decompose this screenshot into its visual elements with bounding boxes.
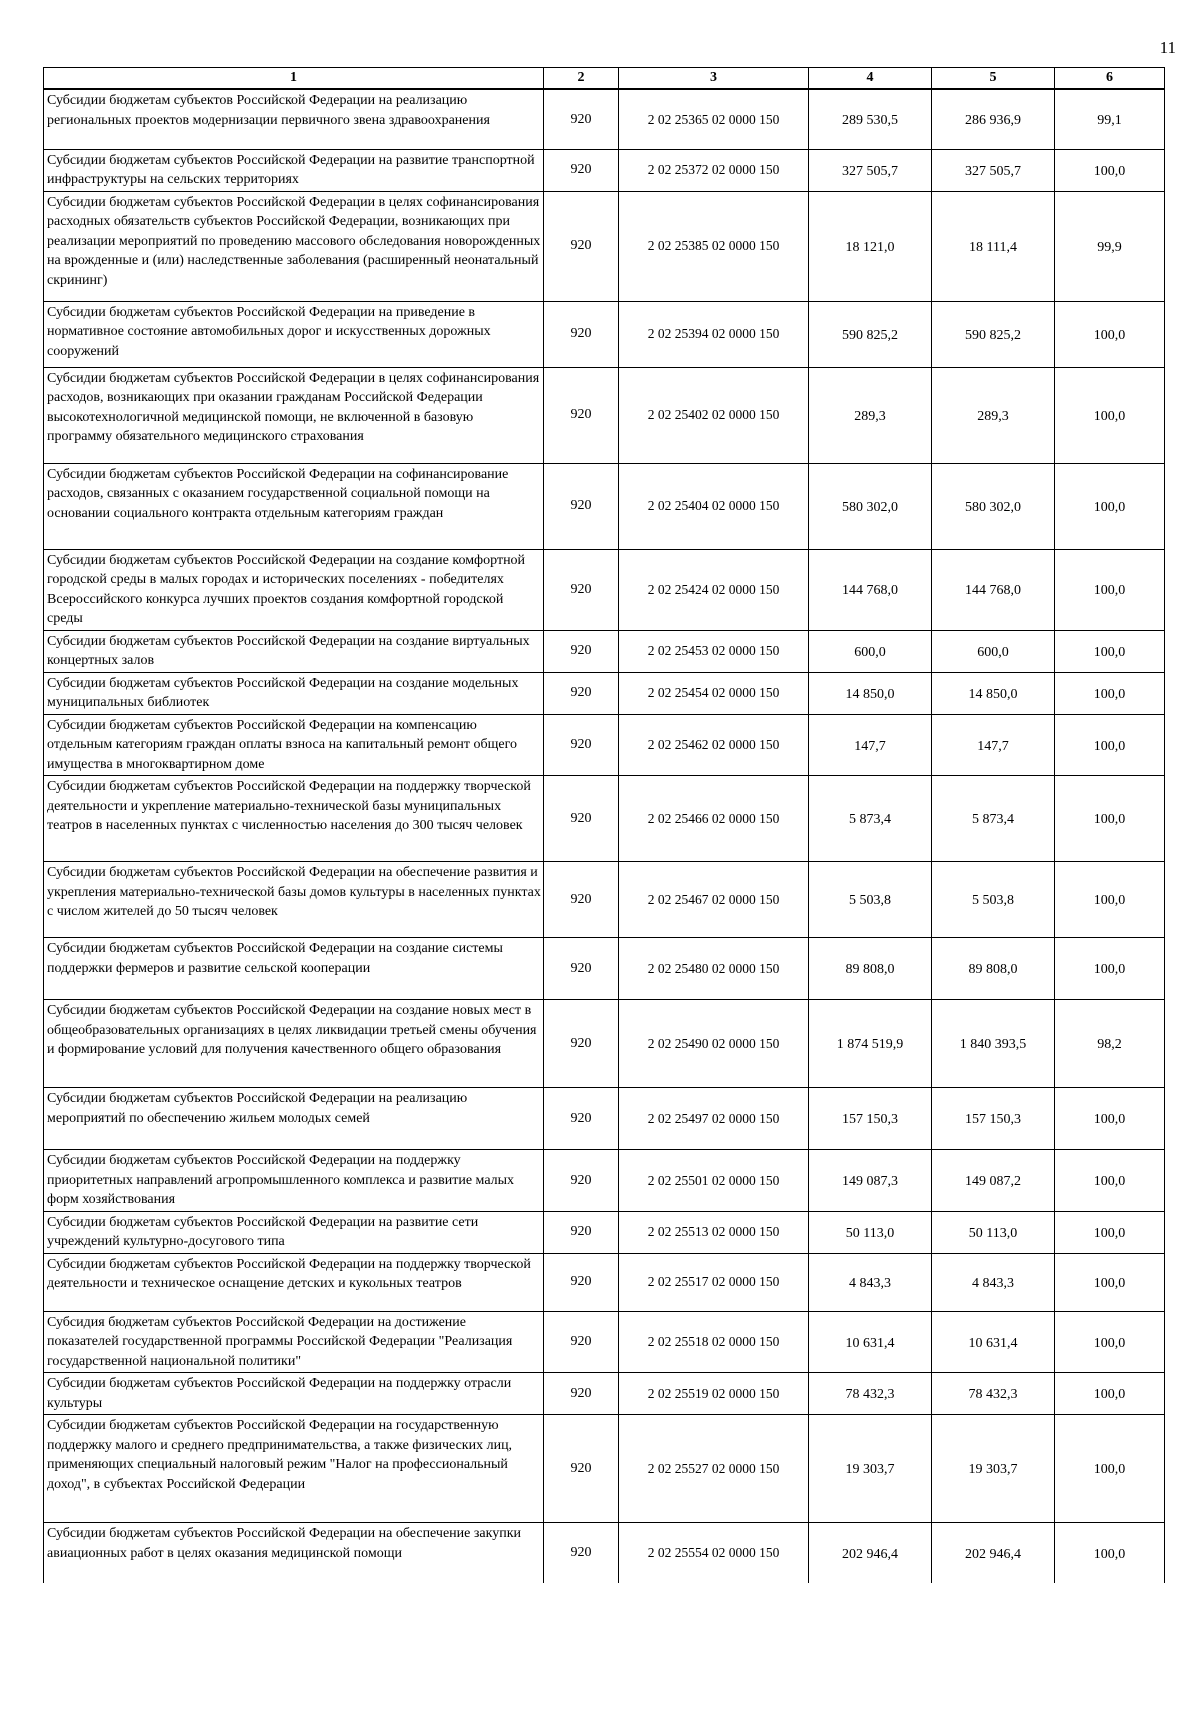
cell-execution-percent: 100,0 (1055, 549, 1165, 630)
cell-approved-amount: 89 808,0 (809, 938, 932, 1000)
cell-budget-code: 2 02 25385 02 0000 150 (619, 191, 809, 301)
cell-execution-percent: 98,2 (1055, 1000, 1165, 1088)
table-row (44, 89, 1165, 149)
cell-executed-amount: 4 843,3 (932, 1253, 1055, 1311)
cell-executed-amount: 5 873,4 (932, 776, 1055, 862)
cell-execution-percent: 100,0 (1055, 862, 1165, 938)
cell-executed-amount: 19 303,7 (932, 1415, 1055, 1523)
cell-executed-amount: 14 850,0 (932, 672, 1055, 714)
cell-name: Субсидии бюджетам субъектов Российской Федерации на поддержку приоритетных направлений агропромышленного комплекса и развитие малых форм хозяйствования (44, 1150, 544, 1212)
cell-executed-amount: 78 432,3 (932, 1373, 1055, 1415)
cell-execution-percent: 100,0 (1055, 1373, 1165, 1415)
cell-admin-code: 920 (544, 862, 619, 938)
cell-budget-code: 2 02 25404 02 0000 150 (619, 463, 809, 549)
cell-admin-code: 920 (544, 549, 619, 630)
cell-execution-percent: 100,0 (1055, 714, 1165, 776)
table-row (44, 1523, 1165, 1583)
cell-budget-code: 2 02 25365 02 0000 150 (619, 89, 809, 149)
cell-name: Субсидии бюджетам субъектов Российской Федерации на создание комфортной городской среды в малых городах и исторических поселениях - победителях Всероссийского конкурса лучших проектов создания комфортной городской среды (44, 549, 544, 630)
cell-budget-code: 2 02 25402 02 0000 150 (619, 367, 809, 463)
cell-execution-percent: 100,0 (1055, 1523, 1165, 1583)
cell-approved-amount: 289 530,5 (809, 89, 932, 149)
cell-admin-code: 920 (544, 776, 619, 862)
cell-admin-code: 920 (544, 1415, 619, 1523)
table-row (44, 1000, 1165, 1088)
column-header-4: 4 (809, 68, 932, 90)
cell-approved-amount: 144 768,0 (809, 549, 932, 630)
cell-name: Субсидии бюджетам субъектов Российской Федерации на компенсацию отдельным категориям граждан оплаты взноса на капитальный ремонт общего имущества в многоквартирном доме (44, 714, 544, 776)
cell-admin-code: 920 (544, 149, 619, 191)
cell-executed-amount: 147,7 (932, 714, 1055, 776)
cell-budget-code: 2 02 25454 02 0000 150 (619, 672, 809, 714)
cell-approved-amount: 50 113,0 (809, 1211, 932, 1253)
cell-name: Субсидии бюджетам субъектов Российской Федерации на реализацию мероприятий по обеспечению жильем молодых семей (44, 1088, 544, 1150)
cell-admin-code: 920 (544, 1523, 619, 1583)
cell-name: Субсидии бюджетам субъектов Российской Федерации в целях софинансирования расходов, возникающих при оказании гражданам Российской Федерации высокотехнологичной медицинской помощи, не включенной в базовую программу обязательного медицинского страхования (44, 367, 544, 463)
cell-execution-percent: 99,9 (1055, 191, 1165, 301)
cell-execution-percent: 100,0 (1055, 1415, 1165, 1523)
cell-name: Субсидии бюджетам субъектов Российской Федерации на развитие сети учреждений культурно-досугового типа (44, 1211, 544, 1253)
page-number: 11 (1159, 38, 1176, 57)
cell-executed-amount: 600,0 (932, 630, 1055, 672)
cell-name: Субсидии бюджетам субъектов Российской Федерации в целях софинансирования расходных обязательств субъектов Российской Федерации, возникающих при реализации мероприятий по проведению массового обследования новорожденных на врожденные и (или) наследственные заболевания (расширенный неонатальный скрининг) (44, 191, 544, 301)
cell-admin-code: 920 (544, 1373, 619, 1415)
cell-budget-code: 2 02 25513 02 0000 150 (619, 1211, 809, 1253)
cell-name: Субсидии бюджетам субъектов Российской Федерации на создание виртуальных концертных залов (44, 630, 544, 672)
cell-budget-code: 2 02 25501 02 0000 150 (619, 1150, 809, 1212)
budget-table (43, 67, 1165, 1583)
cell-approved-amount: 600,0 (809, 630, 932, 672)
table-row (44, 776, 1165, 862)
cell-approved-amount: 10 631,4 (809, 1311, 932, 1373)
cell-executed-amount: 18 111,4 (932, 191, 1055, 301)
cell-executed-amount: 202 946,4 (932, 1523, 1055, 1583)
table-row (44, 1150, 1165, 1212)
cell-name: Субсидии бюджетам субъектов Российской Федерации на приведение в нормативное состояние автомобильных дорог и искусственных дорожных сооружений (44, 301, 544, 367)
cell-executed-amount: 1 840 393,5 (932, 1000, 1055, 1088)
cell-executed-amount: 327 505,7 (932, 149, 1055, 191)
cell-name: Субсидии бюджетам субъектов Российской Федерации на обеспечение развития и укрепления материально-технической базы домов культуры в населенных пунктах с числом жителей до 50 тысяч человек (44, 862, 544, 938)
budget-table-container (43, 67, 1164, 1583)
cell-admin-code: 920 (544, 1311, 619, 1373)
cell-execution-percent: 100,0 (1055, 776, 1165, 862)
table-row (44, 938, 1165, 1000)
table-row (44, 862, 1165, 938)
cell-execution-percent: 100,0 (1055, 149, 1165, 191)
cell-admin-code: 920 (544, 367, 619, 463)
cell-approved-amount: 149 087,3 (809, 1150, 932, 1212)
cell-approved-amount: 580 302,0 (809, 463, 932, 549)
cell-name: Субсидии бюджетам субъектов Российской Федерации на создание новых мест в общеобразовательных организациях в целях ликвидации третьей смены обучения и формирование условий для получения качественного общего образования (44, 1000, 544, 1088)
cell-budget-code: 2 02 25372 02 0000 150 (619, 149, 809, 191)
cell-execution-percent: 99,1 (1055, 89, 1165, 149)
column-header-6: 6 (1055, 68, 1165, 90)
table-row (44, 630, 1165, 672)
cell-executed-amount: 89 808,0 (932, 938, 1055, 1000)
cell-admin-code: 920 (544, 89, 619, 149)
cell-executed-amount: 289,3 (932, 367, 1055, 463)
cell-name: Субсидии бюджетам субъектов Российской Федерации на развитие транспортной инфраструктуры на сельских территориях (44, 149, 544, 191)
cell-budget-code: 2 02 25480 02 0000 150 (619, 938, 809, 1000)
column-header-2: 2 (544, 68, 619, 90)
cell-execution-percent: 100,0 (1055, 1150, 1165, 1212)
cell-approved-amount: 327 505,7 (809, 149, 932, 191)
cell-approved-amount: 5 873,4 (809, 776, 932, 862)
cell-executed-amount: 286 936,9 (932, 89, 1055, 149)
cell-approved-amount: 289,3 (809, 367, 932, 463)
cell-approved-amount: 147,7 (809, 714, 932, 776)
table-row (44, 1373, 1165, 1415)
table-row (44, 1253, 1165, 1311)
cell-budget-code: 2 02 25467 02 0000 150 (619, 862, 809, 938)
cell-execution-percent: 100,0 (1055, 1253, 1165, 1311)
table-row (44, 149, 1165, 191)
table-row (44, 1088, 1165, 1150)
cell-name: Субсидии бюджетам субъектов Российской Федерации на обеспечение закупки авиационных работ в целях оказания медицинской помощи (44, 1523, 544, 1583)
cell-admin-code: 920 (544, 1000, 619, 1088)
cell-approved-amount: 14 850,0 (809, 672, 932, 714)
column-header-1: 1 (44, 68, 544, 90)
cell-budget-code: 2 02 25453 02 0000 150 (619, 630, 809, 672)
cell-name: Субсидии бюджетам субъектов Российской Федерации на поддержку отрасли культуры (44, 1373, 544, 1415)
cell-executed-amount: 10 631,4 (932, 1311, 1055, 1373)
cell-budget-code: 2 02 25518 02 0000 150 (619, 1311, 809, 1373)
cell-name: Субсидии бюджетам субъектов Российской Федерации на софинансирование расходов, связанных с оказанием государственной социальной помощи на основании социального контракта отдельным категориям граждан (44, 463, 544, 549)
cell-name: Субсидии бюджетам субъектов Российской Федерации на поддержку творческой деятельности и техническое оснащение детских и кукольных театров (44, 1253, 544, 1311)
table-row (44, 714, 1165, 776)
cell-execution-percent: 100,0 (1055, 301, 1165, 367)
table-row (44, 1415, 1165, 1523)
cell-name: Субсидии бюджетам субъектов Российской Федерации на поддержку творческой деятельности и укрепление материально-технической базы муниципальных театров в населенных пунктах с численностью населения до 300 тысяч человек (44, 776, 544, 862)
cell-admin-code: 920 (544, 938, 619, 1000)
cell-executed-amount: 5 503,8 (932, 862, 1055, 938)
cell-executed-amount: 590 825,2 (932, 301, 1055, 367)
cell-budget-code: 2 02 25497 02 0000 150 (619, 1088, 809, 1150)
cell-approved-amount: 5 503,8 (809, 862, 932, 938)
cell-budget-code: 2 02 25466 02 0000 150 (619, 776, 809, 862)
cell-execution-percent: 100,0 (1055, 1311, 1165, 1373)
table-row (44, 463, 1165, 549)
cell-budget-code: 2 02 25462 02 0000 150 (619, 714, 809, 776)
cell-budget-code: 2 02 25394 02 0000 150 (619, 301, 809, 367)
cell-name: Субсидии бюджетам субъектов Российской Федерации на создание модельных муниципальных библиотек (44, 672, 544, 714)
cell-approved-amount: 18 121,0 (809, 191, 932, 301)
cell-execution-percent: 100,0 (1055, 672, 1165, 714)
cell-executed-amount: 144 768,0 (932, 549, 1055, 630)
cell-executed-amount: 50 113,0 (932, 1211, 1055, 1253)
cell-budget-code: 2 02 25424 02 0000 150 (619, 549, 809, 630)
cell-admin-code: 920 (544, 1211, 619, 1253)
cell-approved-amount: 4 843,3 (809, 1253, 932, 1311)
cell-admin-code: 920 (544, 191, 619, 301)
cell-admin-code: 920 (544, 301, 619, 367)
cell-execution-percent: 100,0 (1055, 1211, 1165, 1253)
cell-execution-percent: 100,0 (1055, 630, 1165, 672)
column-header-5: 5 (932, 68, 1055, 90)
cell-execution-percent: 100,0 (1055, 367, 1165, 463)
cell-approved-amount: 1 874 519,9 (809, 1000, 932, 1088)
cell-admin-code: 920 (544, 1150, 619, 1212)
cell-admin-code: 920 (544, 714, 619, 776)
cell-admin-code: 920 (544, 672, 619, 714)
cell-execution-percent: 100,0 (1055, 938, 1165, 1000)
cell-budget-code: 2 02 25490 02 0000 150 (619, 1000, 809, 1088)
cell-name: Субсидия бюджетам субъектов Российской Федерации на достижение показателей государственной программы Российской Федерации "Реализация государственной национальной политики" (44, 1311, 544, 1373)
cell-budget-code: 2 02 25554 02 0000 150 (619, 1523, 809, 1583)
cell-approved-amount: 202 946,4 (809, 1523, 932, 1583)
cell-approved-amount: 19 303,7 (809, 1415, 932, 1523)
cell-budget-code: 2 02 25519 02 0000 150 (619, 1373, 809, 1415)
column-header-3: 3 (619, 68, 809, 90)
table-row (44, 367, 1165, 463)
cell-approved-amount: 78 432,3 (809, 1373, 932, 1415)
header-row (44, 68, 1165, 90)
cell-admin-code: 920 (544, 1088, 619, 1150)
cell-executed-amount: 149 087,2 (932, 1150, 1055, 1212)
table-row (44, 1311, 1165, 1373)
table-row (44, 549, 1165, 630)
cell-admin-code: 920 (544, 630, 619, 672)
table-row (44, 191, 1165, 301)
cell-budget-code: 2 02 25527 02 0000 150 (619, 1415, 809, 1523)
cell-admin-code: 920 (544, 463, 619, 549)
cell-executed-amount: 157 150,3 (932, 1088, 1055, 1150)
cell-execution-percent: 100,0 (1055, 1088, 1165, 1150)
cell-approved-amount: 590 825,2 (809, 301, 932, 367)
cell-execution-percent: 100,0 (1055, 463, 1165, 549)
table-row (44, 301, 1165, 367)
cell-admin-code: 920 (544, 1253, 619, 1311)
cell-name: Субсидии бюджетам субъектов Российской Федерации на создание системы поддержки фермеров и развитие сельской кооперации (44, 938, 544, 1000)
cell-name: Субсидии бюджетам субъектов Российской Федерации на реализацию региональных проектов модернизации первичного звена здравоохранения (44, 89, 544, 149)
table-row (44, 1211, 1165, 1253)
cell-name: Субсидии бюджетам субъектов Российской Федерации на государственную поддержку малого и среднего предпринимательства, а также физических лиц, применяющих специальный налоговый режим "Налог на профессиональный доход", в субъектах Российской Федерации (44, 1415, 544, 1523)
cell-budget-code: 2 02 25517 02 0000 150 (619, 1253, 809, 1311)
table-row (44, 672, 1165, 714)
cell-executed-amount: 580 302,0 (932, 463, 1055, 549)
cell-approved-amount: 157 150,3 (809, 1088, 932, 1150)
